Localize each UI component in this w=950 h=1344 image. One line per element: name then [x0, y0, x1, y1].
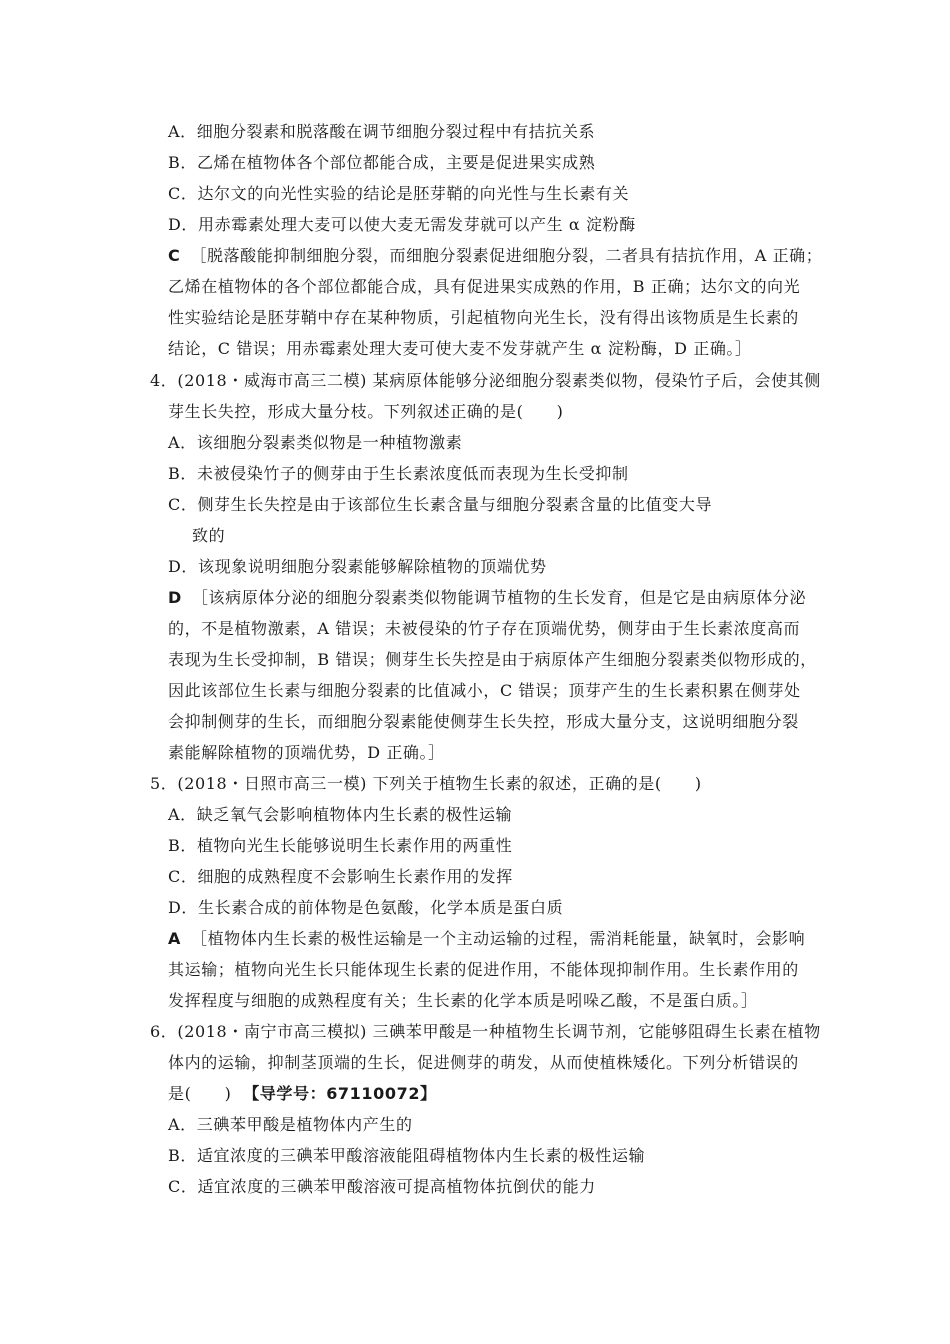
- q4-option-c-cont: 致的: [192, 526, 226, 545]
- q4-stem-2: 芽生长失控，形成大量分枝。下列叙述正确的是( ): [168, 402, 564, 421]
- q5-stem-1: 5．(2018・日照市高三一模) 下列关于植物生长素的叙述，正确的是( ): [150, 774, 702, 793]
- q4-explanation-2: 的，不是植物激素，A 错误；未被侵染的竹子存在顶端优势，侧芽由于生长素浓度高而: [168, 619, 801, 638]
- q4-option-b: B．未被侵染竹子的侧芽由于生长素浓度低而表现为生长受抑制: [168, 464, 629, 483]
- q4-option-c: C．侧芽生长失控是由于该部位生长素含量与细胞分裂素含量的比值变大导: [168, 495, 713, 514]
- q6-guide-number: 【导学号：67110072】: [243, 1084, 437, 1103]
- q5-answer-letter: A: [168, 929, 181, 948]
- q3-option-b: B．乙烯在植物体各个部位都能合成，主要是促进果实成熟: [168, 153, 596, 172]
- q5-option-c: C．细胞的成熟程度不会影响生长素作用的发挥: [168, 867, 513, 886]
- q3-explanation-3: 性实验结论是胚芽鞘中存在某种物质，引起植物向光生长，没有得出该物质是生长素的: [168, 308, 799, 327]
- q6-stem-2: 体内的运输，抑制茎顶端的生长，促进侧芽的萌发，从而使植株矮化。下列分析错误的: [168, 1053, 799, 1072]
- q3-option-a: A．细胞分裂素和脱落酸在调节细胞分裂过程中有拮抗关系: [168, 122, 596, 141]
- q5-explanation-2: 其运输；植物向光生长只能体现生长素的促进作用，不能体现抑制作用。生长素作用的: [168, 960, 799, 979]
- q5-answer-line-1: [168, 929, 805, 949]
- q4-stem-1: 4．(2018・威海市高三二模) 某病原体能够分泌细胞分裂素类似物，侵染竹子后，会使其侧: [150, 371, 821, 390]
- q4-explanation-4: 因此该部位生长素与细胞分裂素的比值减小，C 错误；顶芽产生的生长素积累在侧芽处: [168, 681, 801, 700]
- q3-answer-line-1: [168, 246, 822, 266]
- q4-answer-letter: D: [168, 588, 182, 607]
- q6-stem-1: 6．(2018・南宁市高三模拟) 三碘苯甲酸是一种植物生长调节剂，它能够阻碍生长素在植物: [150, 1022, 821, 1041]
- q5-option-d: D．生长素合成的前体物是色氨酸，化学本质是蛋白质: [168, 898, 564, 917]
- q6-option-b: B．适宜浓度的三碘苯甲酸溶液能阻碍植物体内生长素的极性运输: [168, 1146, 646, 1165]
- q4-explanation-3: 表现为生长受抑制，B 错误；侧芽生长失控是由于病原体产生细胞分裂素类似物形成的，: [168, 650, 817, 669]
- q6-stem-3-text: 是( ): [168, 1084, 232, 1103]
- q3-explanation-2: 乙烯在植物体的各个部位都能合成，具有促进果实成熟的作用，B 正确；达尔文的向光: [168, 277, 801, 296]
- q4-explanation-1: ［该病原体分泌的细胞分裂素类似物能调节植物的生长发育，但是它是由病原体分泌: [191, 588, 807, 607]
- q4-answer-line-1: [168, 588, 806, 608]
- q4-explanation-6: 素能解除植物的顶端优势，D 正确。］: [168, 743, 445, 762]
- q3-explanation-1: ［脱落酸能抑制细胞分裂，而细胞分裂素促进细胞分裂，二者具有拮抗作用，A 正确；: [190, 246, 823, 265]
- q3-option-c: C．达尔文的向光性实验的结论是胚芽鞘的向光性与生长素有关: [168, 184, 630, 203]
- q5-option-b: B．植物向光生长能够说明生长素作用的两重性: [168, 836, 513, 855]
- q6-stem-3: [168, 1084, 437, 1104]
- q4-option-a: A．该细胞分裂素类似物是一种植物激素: [168, 433, 463, 452]
- q3-answer-letter: C: [168, 246, 181, 265]
- q3-option-d: D．用赤霉素处理大麦可以使大麦无需发芽就可以产生 α 淀粉酶: [168, 215, 636, 234]
- q4-option-d: D．该现象说明细胞分裂素能够解除植物的顶端优势: [168, 557, 547, 576]
- q5-option-a: A．缺乏氧气会影响植物体内生长素的极性运输: [168, 805, 513, 824]
- q3-explanation-4: 结论，C 错误；用赤霉素处理大麦可使大麦不发芽就产生 α 淀粉酶，D 正确。］: [168, 339, 752, 358]
- q5-explanation-3: 发挥程度与细胞的成熟程度有关；生长素的化学本质是吲哚乙酸，不是蛋白质。］: [168, 991, 758, 1010]
- q4-explanation-5: 会抑制侧芽的生长，而细胞分裂素能使侧芽生长失控，形成大量分支，这说明细胞分裂: [168, 712, 799, 731]
- q5-explanation-1: ［植物体内生长素的极性运输是一个主动运输的过程，需消耗能量，缺氧时，会影响: [190, 929, 806, 948]
- q6-option-c: C．适宜浓度的三碘苯甲酸溶液可提高植物体抗倒伏的能力: [168, 1177, 596, 1196]
- q6-option-a: A．三碘苯甲酸是植物体内产生的: [168, 1115, 413, 1134]
